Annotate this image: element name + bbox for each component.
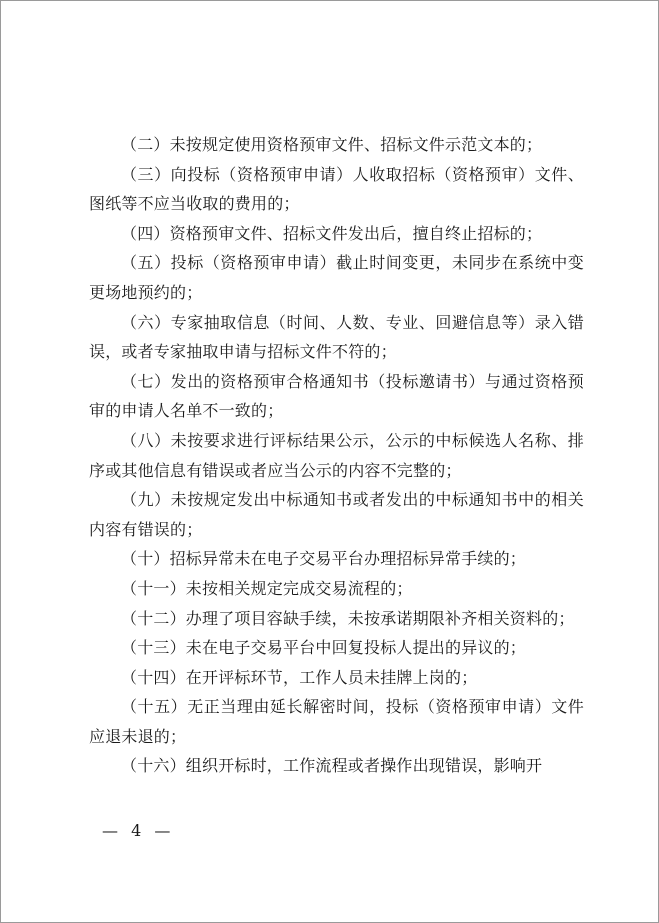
paragraph-6: （六）专家抽取信息（时间、人数、专业、回避信息等）录入错误，或者专家抽取申请与招标文件不符的； — [89, 312, 584, 362]
paragraph-10: （十）招标异常未在电子交易平台办理招标异常手续的； — [121, 549, 527, 569]
paragraph-13: （十三）未在电子交易平台中回复投标人提出的异议的； — [121, 638, 527, 658]
paragraph-14: （十四）在开评标环节，工作人员未挂牌上岗的； — [121, 667, 478, 687]
page-number: — 4 — — [102, 821, 175, 840]
paragraph-4: （四）资格预审文件、招标文件发出后，擅自终止招标的； — [121, 223, 543, 243]
paragraph-5: （五）投标（资格预审申请）截止时间变更，未同步在系统中变更场地预约的； — [89, 253, 584, 302]
paragraph-15: （十五）无正当理由延长解密时间，投标（资格预审申请）文件应退未退的； — [89, 697, 584, 746]
paragraph-9: （九）未按规定发出中标通知书或者发出的中标通知书中的相关内容有错误的； — [89, 490, 584, 539]
document-body — [89, 130, 584, 781]
paragraph-12: （十二）办理了项目容缺手续，未按承诺期限补齐相关资料的； — [121, 608, 575, 628]
paragraph-11: （十一）未按相关规定完成交易流程的； — [121, 578, 413, 598]
paragraph-16: （十六）组织开标时，工作流程或者操作出现错误，影响开 — [121, 756, 543, 776]
paragraph-7: （七）发出的资格预审合格通知书（投标邀请书）与通过资格预审的申请人名单不一致的； — [89, 371, 584, 421]
paragraph-2: （二）未按规定使用资格预审文件、招标文件示范文本的； — [121, 135, 543, 154]
paragraph-8: （八）未按要求进行评标结果公示，公示的中标候选人名称、排序或其他信息有错误或者应当公示的内容不完整的； — [89, 430, 584, 480]
paragraph-3: （三）向投标（资格预审申请）人收取招标（资格预审）文件、图纸等不应当收取的费用的； — [89, 164, 584, 214]
